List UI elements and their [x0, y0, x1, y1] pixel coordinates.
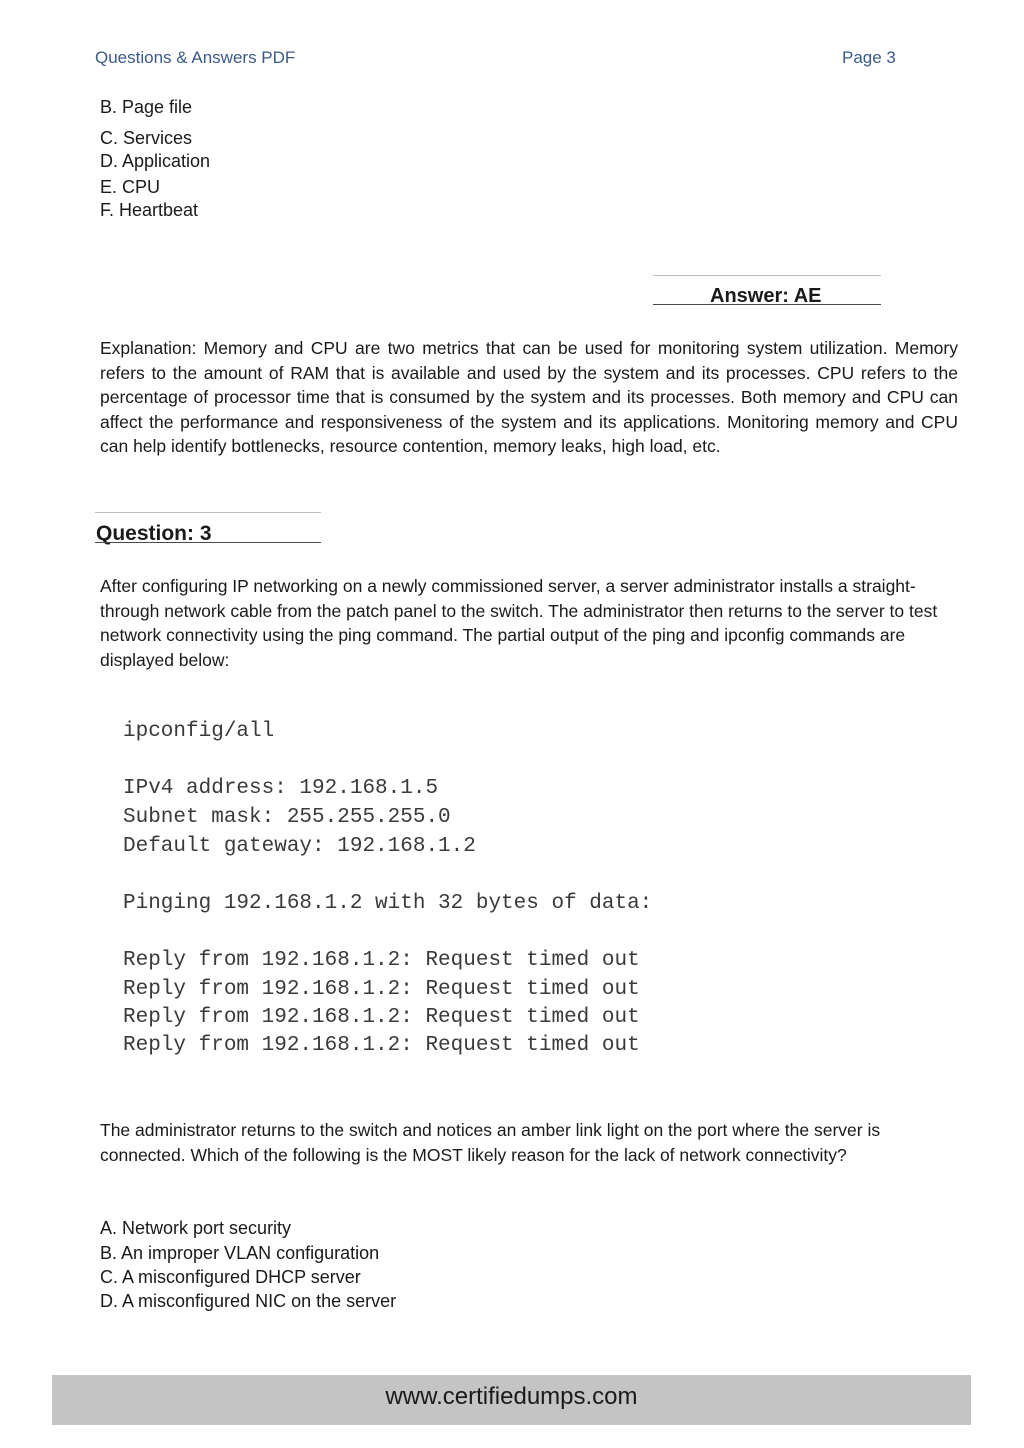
footer-bar [52, 1375, 971, 1425]
header-title: Questions & Answers PDF [95, 48, 296, 67]
console-line: IPv4 address: 192.168.1.5 [123, 777, 439, 800]
answer-divider-top [653, 275, 881, 276]
question-text: After configuring IP networking on a newly commissioned server, a server administrator installs a straight- through network cable from the patch panel to the switch. The administrator then returns to the server to test network connectivity using the ping command. The partial output of the ping and ipconfig commands are displayed below: [100, 576, 938, 670]
console-line: Reply from 192.168.1.2: Request timed out [123, 1034, 640, 1057]
console-line: ipconfig/all [123, 720, 275, 743]
console-line: Pinging 192.168.1.2 with 32 bytes of data: [123, 892, 653, 915]
console-line: Default gateway: 192.168.1.2 [123, 835, 476, 858]
console-line: Reply from 192.168.1.2: Request timed out [123, 1006, 640, 1029]
question-divider-bottom [95, 542, 321, 543]
answer-option-d: D. A misconfigured NIC on the server [100, 1291, 397, 1311]
answer-option-a: A. Network port security [100, 1218, 292, 1238]
console-output [105, 710, 725, 1070]
option-e: E. CPU [100, 177, 161, 197]
footer-url: www.certifiedumps.com [385, 1383, 638, 1410]
option-b: B. Page file [100, 97, 193, 117]
answer-option-b: B. An improper VLAN configuration [100, 1243, 380, 1263]
followup-text: The administrator returns to the switch and notices an amber link light on the port where the server is connected. Which of the following is the MOST likely reason for the lack of network connectivity? [100, 1120, 881, 1165]
console-line: Reply from 192.168.1.2: Request timed out [123, 949, 640, 972]
explanation-text: Explanation: Memory and CPU are two metrics that can be used for monitoring system utilization. Memory refers to the amount of RAM that is available and used by the system and its processes. CPU refers to the percentage of processor time that is consumed by the system and its processes. Both memory and CPU can affect the performance and responsiveness of the system and its applications. Monitoring memory and CPU can help identify bottlenecks, resource contention, memory leaks, high load, etc. [100, 338, 958, 457]
option-f: F. Heartbeat [100, 200, 199, 220]
question-divider-top [95, 512, 321, 513]
console-line: Subnet mask: 255.255.255.0 [123, 806, 451, 829]
answer-label: Answer: AE [710, 285, 822, 307]
console-line: Reply from 192.168.1.2: Request timed out [123, 978, 640, 1001]
option-d: D. Application [100, 151, 211, 171]
question-title: Question: 3 [96, 522, 212, 545]
option-c: C. Services [100, 128, 193, 148]
answer-option-c: C. A misconfigured DHCP server [100, 1267, 361, 1287]
answer-divider-bottom [653, 304, 881, 305]
page-number: Page 3 [842, 48, 896, 67]
